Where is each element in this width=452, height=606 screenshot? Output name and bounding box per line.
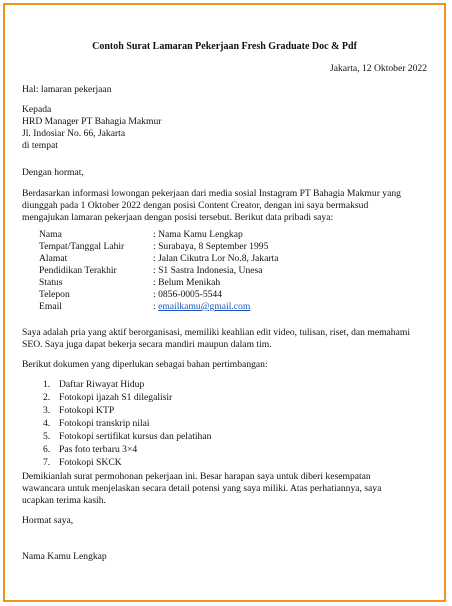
list-item: Fotokopi SKCK — [59, 457, 122, 468]
intro-line: Berdasarkan informasi lowongan pekerjaan dari media sosial Instagram PT Bahagia Makmur yang — [22, 188, 401, 199]
field-value-education: : S1 Sastra Indonesia, Unesa — [153, 265, 263, 276]
list-item: Fotokopi KTP — [59, 405, 115, 416]
signature-name: Nama Kamu Lengkap — [22, 551, 107, 562]
field-label-name: Nama — [39, 229, 62, 240]
list-number: 7. — [43, 457, 51, 468]
intro-line: mengajukan lamaran pekerjaan dengan posisi tersebut. Berikut data pribadi saya: — [22, 212, 334, 223]
list-item: Fotokopi sertifikat kursus dan pelatihan — [59, 431, 212, 442]
recipient-to: Kepada — [22, 104, 52, 115]
letter-title: Contoh Surat Lamaran Pekerjaan Fresh Graduate Doc & Pdf — [92, 41, 357, 52]
intro-line: diunggah pada 1 Oktober 2022 dengan posisi Content Creator, dengan ini saya bermaksud — [22, 200, 369, 211]
list-item: Fotokopi transkrip nilai — [59, 418, 150, 429]
letter-subject: Hal: lamaran pekerjaan — [22, 84, 112, 95]
closing-line: wawancara untuk menjelaskan secara detail potensi yang saya miliki. Atas perhatiannya, saya — [22, 483, 382, 494]
field-label-birth: Tempat/Tanggal Lahir — [39, 241, 125, 252]
field-label-phone: Telepon — [39, 289, 70, 300]
field-label-email: Email — [39, 301, 62, 312]
field-value-address: : Jalan Cikutra Lor No.8, Jakarta — [153, 253, 279, 264]
field-label-address: Alamat — [39, 253, 68, 264]
email-prefix: : — [153, 301, 159, 312]
list-number: 3. — [43, 405, 51, 416]
list-number: 6. — [43, 444, 51, 455]
field-label-status: Status — [39, 277, 63, 288]
letter-document — [5, 5, 444, 600]
field-value-email — [153, 301, 250, 313]
list-item: Daftar Riwayat Hidup — [59, 379, 145, 390]
field-value-birth: : Surabaya, 8 September 1995 — [153, 241, 269, 252]
field-value-name: : Nama Kamu Lengkap — [153, 229, 243, 240]
closing-line: ucapkan terima kasih. — [22, 495, 106, 506]
about-line: Saya adalah pria yang aktif berorganisasi, memiliki keahlian edit video, tulisan, riset, dan memahami — [22, 327, 410, 338]
field-value-status: : Belum Menikah — [153, 277, 221, 288]
list-number: 1. — [43, 379, 51, 390]
email-link[interactable]: emailkamu@gmail.com — [158, 301, 251, 312]
closing-line: Demikianlah surat permohonan pekerjaan ini. Besar harapan saya untuk diberi kesempatan — [22, 471, 371, 482]
document-frame — [3, 3, 446, 602]
recipient-address: Jl. Indosiar No. 66, Jakarta — [22, 128, 126, 139]
list-item: Fotokopi ijazah S1 dilegalisir — [59, 392, 173, 403]
list-number: 2. — [43, 392, 51, 403]
list-item: Pas foto terbaru 3×4 — [59, 444, 138, 455]
about-line: SEO. Saya juga dapat bekerja secara mandiri maupun dalam tim. — [22, 339, 272, 350]
documents-intro: Berikut dokumen yang diperlukan sebagai bahan pertimbangan: — [22, 359, 268, 370]
sign-off: Hormat saya, — [22, 515, 74, 526]
list-number: 4. — [43, 418, 51, 429]
recipient-place: di tempat — [22, 140, 58, 151]
letter-date: Jakarta, 12 Oktober 2022 — [330, 63, 427, 74]
greeting: Dengan hormat, — [22, 167, 84, 178]
recipient-name: HRD Manager PT Bahagia Makmur — [22, 116, 162, 127]
field-label-education: Pendidikan Terakhir — [39, 265, 117, 276]
field-value-phone: : 0856-0005-5544 — [153, 289, 223, 300]
list-number: 5. — [43, 431, 51, 442]
